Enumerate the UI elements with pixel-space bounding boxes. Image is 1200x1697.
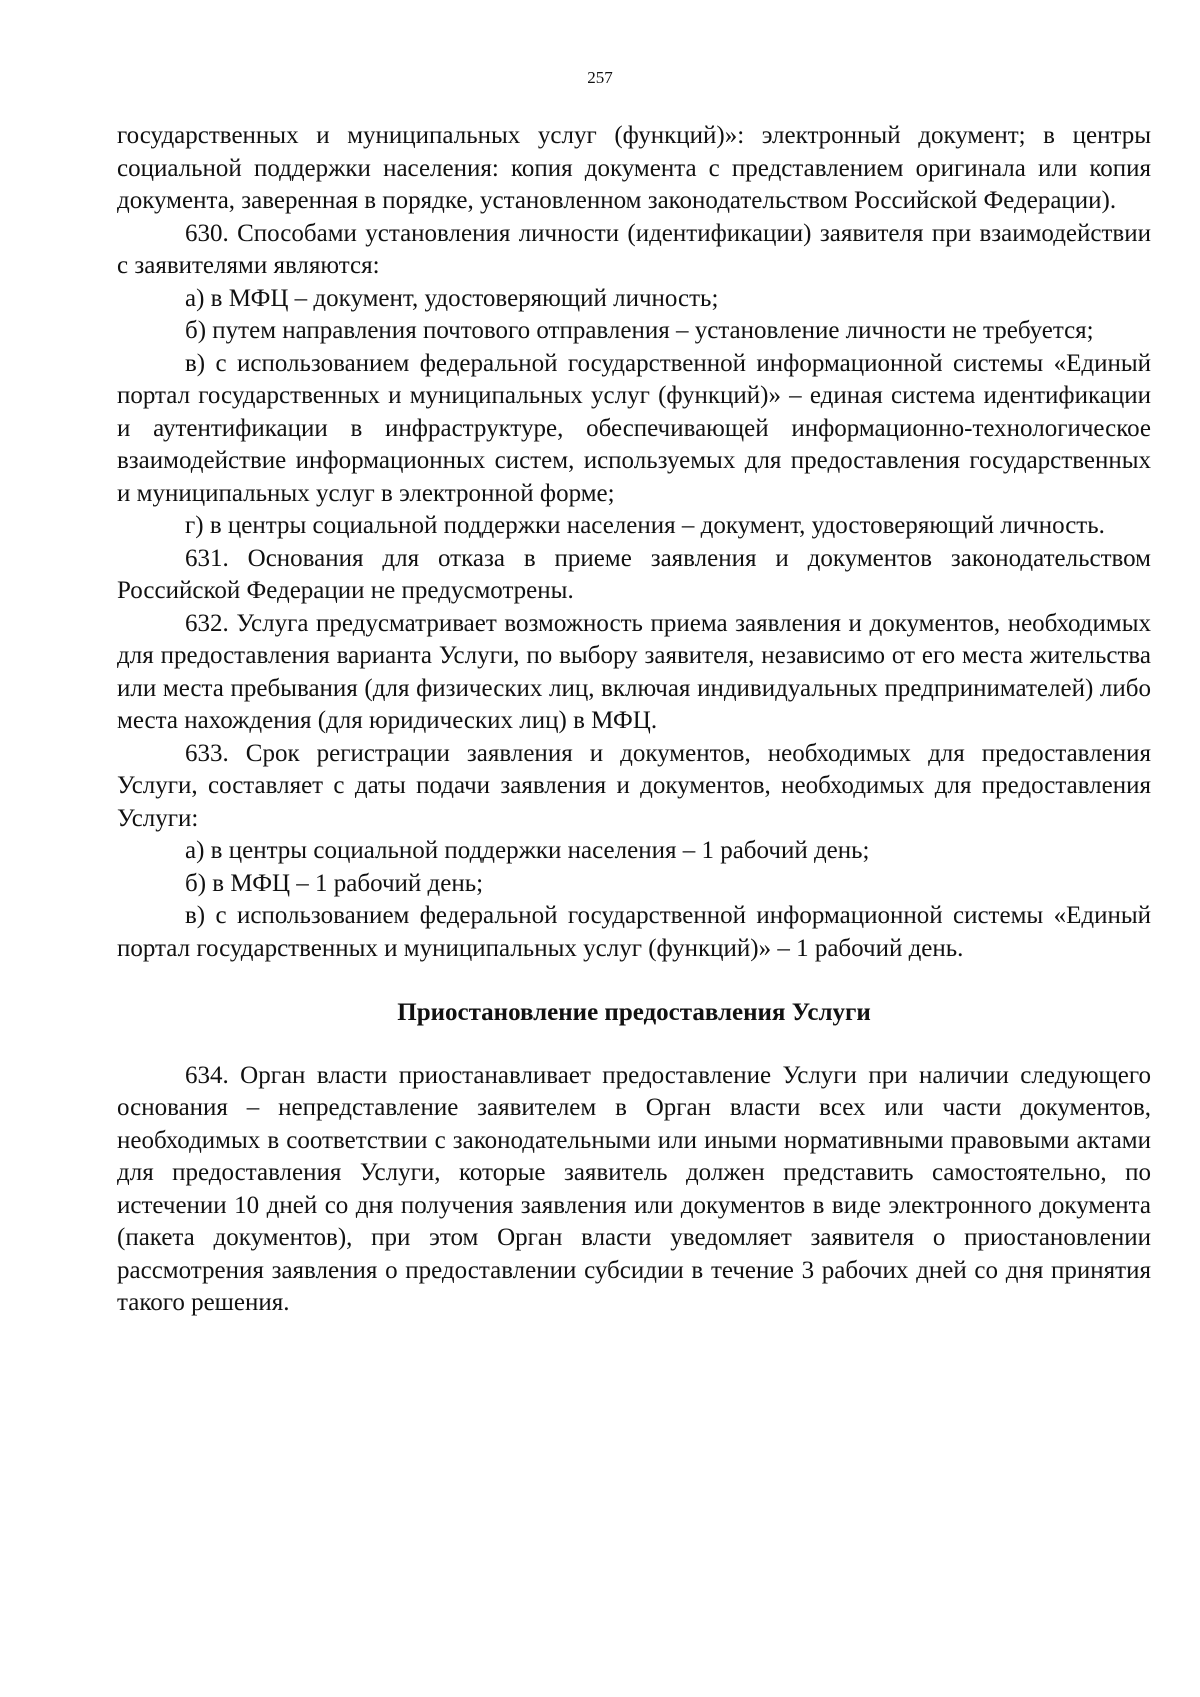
paragraph-633-v: в) с использованием федеральной государственной информационной системы «Единый портал государственных и муниципальных услуг (функций)» – 1 рабочий день. (117, 902, 1151, 962)
paragraph-630-a: а) в МФЦ – документ, удостоверяющий личность; (185, 284, 719, 312)
paragraph-633-a: а) в центры социальной поддержки населения – 1 рабочий день; (185, 837, 870, 864)
document-body (117, 120, 1151, 1320)
paragraph-630-v: в) с использованием федеральной государственной информационной системы «Единый портал государственных и муниципальных услуг (функций)» – единая система идентификации и аутентификации в инфраструктуре, обеспечивающей информационно-технологическое взаимодействие информационных систем, используемых для предоставления государственных и муниципальных услуг в электронной форме; (117, 349, 1151, 507)
paragraph-632: 632. Услуга предусматривает возможность приема заявления и документов, необходимых для предоставления варианта Услуги, по выбору заявителя, независимо от его места жительства или места пребывания (для физических лиц, включая индивидуальных предпринимателей) либо места нахождения (для юридических лиц) в МФЦ. (117, 609, 1151, 734)
section-heading: Приостановление предоставления Услуги (397, 999, 871, 1026)
paragraph-630: 630. Способами установления личности (идентификации) заявителя при взаимодействии с заявителями являются: (117, 219, 1151, 279)
paragraph-633-b: б) в МФЦ – 1 рабочий день; (185, 869, 484, 897)
paragraph-631: 631. Основания для отказа в приеме заявления и документов законодательством Российской Федерации не предусмотрены. (117, 544, 1151, 604)
paragraph-continuation: государственных и муниципальных услуг (функций)»: электронный документ; в центры социальной поддержки населения: копия документа с представлением оригинала или копия документа, заверенная в порядке, установленном законодательством Российской Федерации). (117, 122, 1151, 214)
section-top (117, 120, 1151, 965)
section-bottom (117, 1060, 1151, 1320)
paragraph-630-b: б) путем направления почтового отправления – установление личности не требуется; (185, 317, 1094, 344)
paragraph-630-g: г) в центры социальной поддержки населения – документ, удостоверяющий личность. (185, 512, 1105, 539)
page-number: 257 (587, 68, 613, 87)
paragraph-634: 634. Орган власти приостанавливает предоставление Услуги при наличии следующего основания – непредставление заявителем в Орган власти всех или части документов, необходимых в соответствии с законодательными или иными нормативными правовыми актами для предоставления Услуги, которые заявитель должен представить самостоятельно, по истечении 10 дней со дня получения заявления или документов в виде электронного документа (пакета документов), при этом Орган власти уведомляет заявителя о приостановлении рассмотрения заявления о предоставлении субсидии в течение 3 рабочих дней со дня принятия такого решения. (117, 1061, 1151, 1316)
paragraph-633: 633. Срок регистрации заявления и документов, необходимых для предоставления Услуги, составляет с даты подачи заявления и документов, необходимых для предоставления Услуги: (117, 739, 1151, 832)
